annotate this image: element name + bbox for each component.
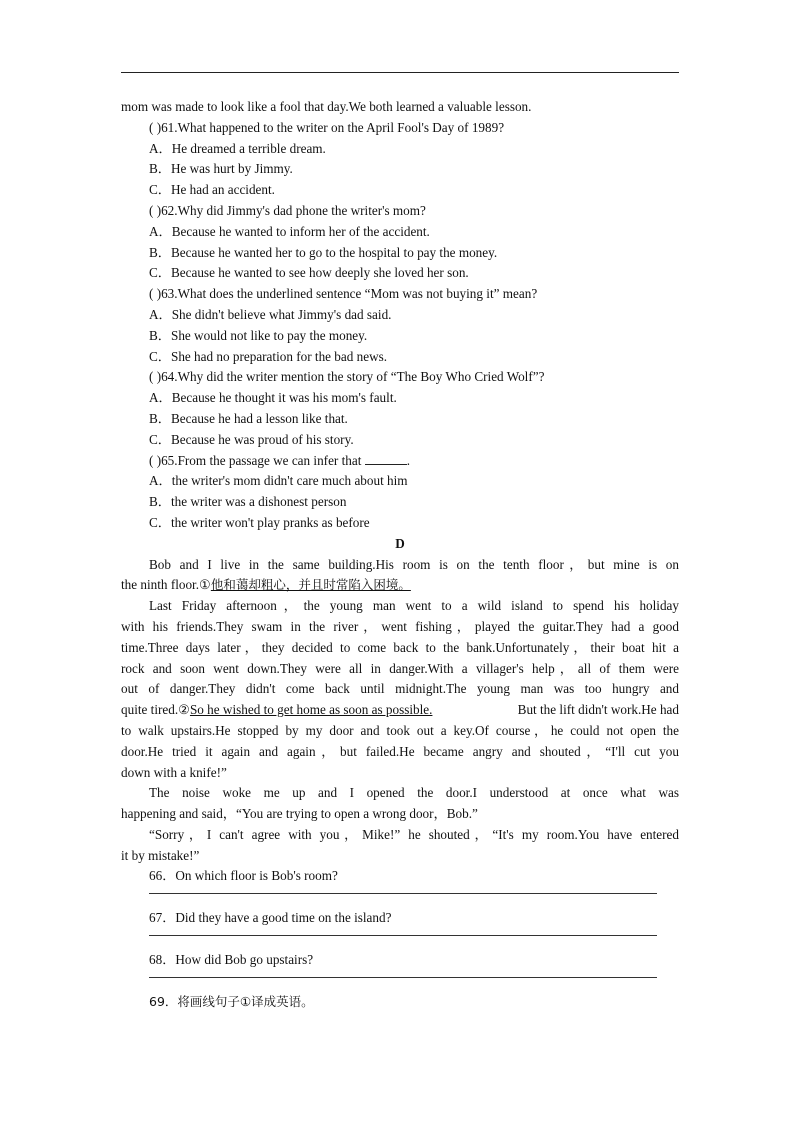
question-68: 68．How did Bob go upstairs? (149, 952, 314, 968)
paragraph-line: Last Friday afternoon，the young man went to a wild island to spend his holiday (149, 598, 679, 614)
option: B．Because he had a lesson like that. (149, 410, 348, 426)
paragraph-line: The noise woke me up and I opened the door.I understood at once what was (149, 785, 679, 801)
paragraph-line: Bob and I live in the same building.His room is on the tenth floor，but mine is on (149, 556, 679, 572)
header-rule (121, 72, 679, 73)
passage-c-end: mom was made to look like a fool that day.We both learned a valuable lesson. (121, 99, 532, 114)
question-66: 66．On which floor is Bob's room? (149, 868, 338, 884)
question-61: ( )61.What happened to the writer on the April Fool's Day of 1989? (149, 119, 505, 135)
option: C．the writer won't play pranks as before (149, 514, 370, 530)
question-65 (121, 451, 679, 472)
section-heading: D (395, 535, 405, 551)
underlined-sentence-2: So he wished to get home as soon as possible. (189, 702, 433, 718)
option: C．Because he wanted to see how deeply she loved her son. (149, 265, 469, 281)
option: C．She had no preparation for the bad news. (149, 348, 388, 364)
option: C．He had an accident. (149, 182, 275, 198)
question-64: ( )64.Why did the writer mention the story of “The Boy Who Cried Wolf”? (149, 369, 545, 385)
option: C．Because he was proud of his story. (149, 431, 354, 447)
paragraph-text (121, 700, 432, 721)
option: B．the writer was a dishonest person (149, 494, 347, 510)
paragraph-line: with his friends.They swam in the river，went fishing，played the guitar.They had a good (121, 618, 679, 634)
option: B．Because he wanted her to go to the hospital to pay the money. (149, 244, 498, 260)
question-69: 69．将画线句子①译成英语。 (149, 993, 314, 1009)
answer-line[interactable] (149, 977, 657, 978)
paragraph-line: “Sorry，I can't agree with you，Mike!” he shouted，“It's my room.You have entered (149, 826, 679, 842)
underlined-sentence-1: 他和蔼却粗心，并且时常陷入困境。 (210, 577, 411, 593)
option: A．She didn't believe what Jimmy's dad said. (149, 306, 392, 322)
option: A．Because he wanted to inform her of the accident. (149, 223, 430, 239)
paragraph-line (121, 700, 679, 721)
question-63: ( )63.What does the underlined sentence “Mom was not buying it” mean? (149, 286, 538, 302)
option: A．the writer's mom didn't care much about him (149, 473, 408, 489)
paragraph-line: happening and said，“You are trying to open a wrong door，Bob.” (121, 806, 478, 822)
option: B．He was hurt by Jimmy. (149, 161, 293, 177)
answer-line[interactable] (149, 893, 657, 894)
question-65-end: . (406, 452, 410, 468)
paragraph-text: the ninth floor.① (121, 577, 211, 593)
paragraph-line: to walk upstairs.He stopped by my door and took out a key.Of course，he could not open the (121, 722, 679, 738)
paragraph-text: But the lift didn't work.He had (517, 702, 679, 718)
paragraph-line: door.He tried it again and again，but failed.He became angry and shouted，“I'll cut you (121, 743, 679, 759)
answer-blank (365, 452, 407, 465)
option: B．She would not like to pay the money. (149, 327, 368, 343)
question-65-stem: ( )65.From the passage we can infer that (149, 452, 362, 468)
question-62: ( )62.Why did Jimmy's dad phone the writer's mom? (149, 202, 426, 218)
option: A．Because he thought it was his mom's fault. (149, 390, 397, 406)
paragraph-line: out of danger.They didn't come back until midnight.The young man was too hungry and (121, 681, 679, 697)
paragraph-line: it by mistake!” (121, 847, 200, 863)
document-body (121, 97, 679, 1013)
question-67: 67．Did they have a good time on the island? (149, 910, 392, 926)
answer-line[interactable] (149, 935, 657, 936)
paragraph-line: rock and soon went down.They were all in danger.With a villager's help，all of them were (121, 660, 679, 676)
paragraph-line: down with a knife!” (121, 764, 227, 780)
paragraph-line (121, 575, 679, 596)
paragraph-text: quite tired.② (121, 702, 190, 718)
paragraph-line: time.Three days later，they decided to come back to the bank.Unfortunately，their boat hit a (121, 639, 679, 655)
option: A．He dreamed a terrible dream. (149, 140, 326, 156)
